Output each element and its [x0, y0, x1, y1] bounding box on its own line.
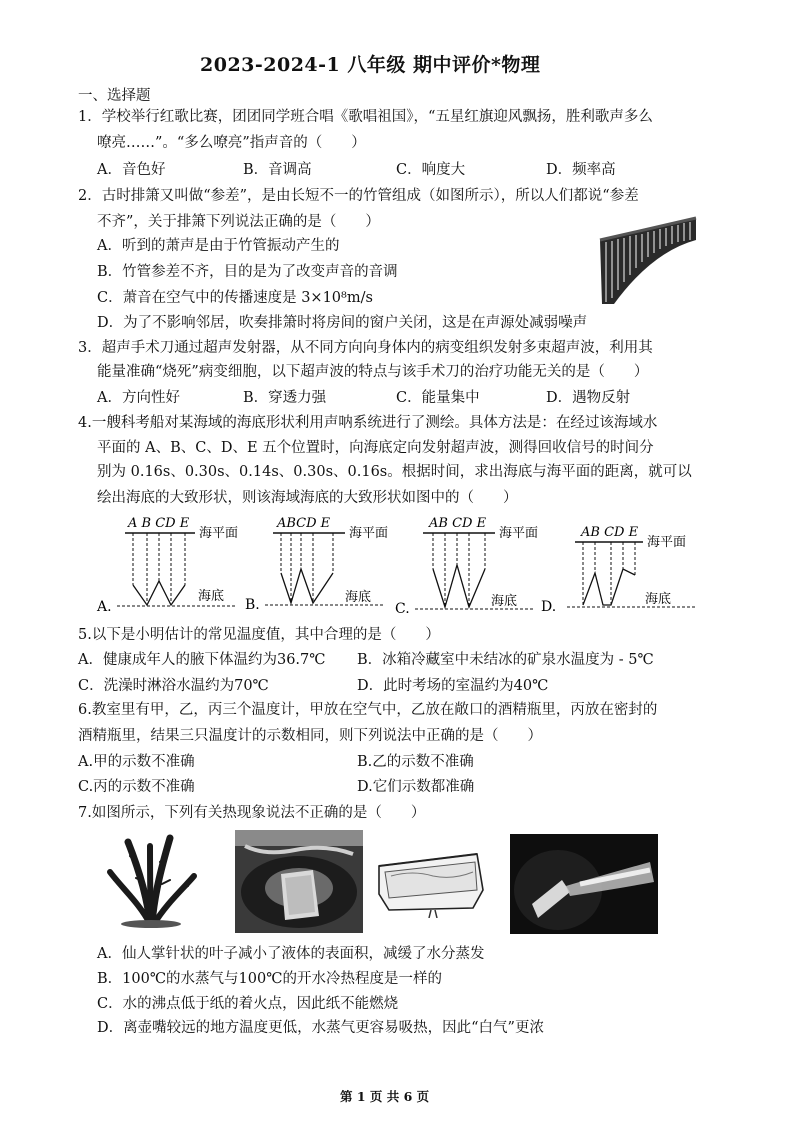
q5-option-c: C．洗澡时淋浴水温约为70℃: [78, 678, 269, 694]
panel-a-sea-surface: 海平面: [199, 526, 239, 541]
q7-stem: 7.如图所示，下列有关热现象说法不正确的是（ ）: [78, 805, 426, 821]
q4-stem-line-3: 别为 0.16s、0.30s、0.14s、0.30s、0.16s。根据时间，求出海底与海平面的距离，就可以: [97, 464, 692, 480]
q2-stem-line-2: 不齐”，关于排箫下列说法正确的是（ ）: [97, 214, 380, 230]
q2-option-c: C．萧音在空气中的传播速度是 3×10⁸m/s: [97, 290, 373, 306]
boiling-pot-image: [235, 830, 363, 933]
q6-stem-line-1: 6.教室里有甲，乙，丙三个温度计，甲放在空气中，乙放在敞口的酒精瓶里，丙放在密封的: [78, 702, 658, 718]
q1-option-d: D．频率高: [546, 162, 616, 178]
q1-option-a: A．音色好: [97, 162, 166, 178]
panel-b-letters: ABCD E: [277, 516, 331, 531]
q5-option-a: A．健康成年人的腋下体温约为36.7℃: [78, 652, 326, 668]
q2-option-b: B．竹管参差不齐，目的是为了改变声音的音调: [97, 264, 398, 280]
q7-option-b: B．100℃的水蒸气与100℃的开水冷热程度是一样的: [97, 971, 442, 987]
q3-option-c: C．能量集中: [396, 390, 480, 406]
q6-stem-line-2: 酒精瓶里，结果三只温度计的示数相同，则下列说法中正确的是（ ）: [78, 728, 542, 744]
panel-d-sea-surface: 海平面: [647, 535, 687, 550]
panel-c-option: C.: [395, 601, 410, 617]
q2-stem-line-1: 2．古时排箫又叫做“参差”，是由长短不一的竹管组成（如图所示），所以人们都说“参差: [78, 188, 639, 204]
panel-b-sea-surface: 海平面: [349, 526, 389, 541]
sonar-panel-c: [395, 516, 538, 617]
q1-option-b: B．音调高: [243, 162, 312, 178]
panel-b-option: B.: [245, 597, 260, 613]
q5-option-b: B．冰箱冷藏室中未结冰的矿泉水温度为 - 5℃: [357, 652, 654, 668]
cactus-image: [100, 832, 202, 930]
panel-c-sea-surface: 海平面: [499, 526, 539, 541]
q4-stem-line-1: 4.一艘科考船对某海域的海底形状利用声呐系统进行了测绘。具体方法是：在经过该海域水: [78, 415, 658, 431]
panel-d-sea-floor: 海底: [645, 592, 672, 607]
q4-stem-line-2: 平面的 A、B、C、D、E 五个位置时，向海底定向发射超声波，测得回收信号的时间分: [97, 440, 654, 456]
page-title: 2023-2024-1 八年级 期中评价*物理: [200, 54, 541, 76]
q6-option-b: B.乙的示数不准确: [357, 754, 474, 770]
q3-stem-line-2: 能量准确“烧死”病变细胞，以下超声波的特点与该手术刀的治疗功能无关的是（ ）: [97, 364, 649, 380]
panel-a-letters: A B CD E: [128, 516, 190, 531]
q3-option-a: A．方向性好: [97, 390, 180, 406]
q6-option-c: C.丙的示数不准确: [78, 779, 195, 795]
q3-stem-line-1: 3．超声手术刀通过超声发射器，从不同方向向身体内的病变组织发射多束超声波，利用其: [78, 340, 653, 356]
q6-option-d: D.它们示数都准确: [357, 779, 475, 795]
q5-option-d: D．此时考场的室温约为40℃: [357, 678, 549, 694]
panel-a-sea-floor: 海底: [198, 589, 225, 604]
q2-option-d: D．为了不影响邻居，吹奏排箫时将房间的窗户关闭，这是在声源处减弱噪声: [97, 315, 588, 331]
panel-c-letters: AB CD E: [429, 516, 487, 531]
q6-option-a: A.甲的示数不准确: [78, 754, 195, 770]
sonar-panel-b: [245, 516, 388, 613]
section-heading: 一、选择题: [78, 88, 151, 104]
sonar-panel-a: [96, 516, 238, 615]
q3-option-d: D．遇物反射: [546, 390, 631, 406]
panel-a-option: A.: [97, 599, 112, 615]
q7-option-a: A．仙人掌针状的叶子减小了液体的表面积，减缓了水分蒸发: [97, 946, 485, 962]
q7-option-c: C．水的沸点低于纸的着火点，因此纸不能燃烧: [97, 996, 399, 1012]
panel-d-option: D.: [541, 599, 557, 615]
q5-stem: 5.以下是小明估计的常见温度值，其中合理的是（ ）: [78, 627, 440, 643]
panel-d-letters: AB CD E: [581, 525, 639, 540]
q4-stem-line-4: 绘出海底的大致形状，则该海域海底的大致形状如图中的（ ）: [97, 490, 518, 506]
pan-flute-image: [592, 212, 702, 307]
q1-option-c: C．响度大: [396, 162, 466, 178]
kettle-steam-image: [510, 834, 658, 934]
paper-box-image: [373, 846, 488, 918]
q2-option-a: A．听到的萧声是由于竹管振动产生的: [97, 238, 340, 254]
q1-stem-line-1: 1．学校举行红歌比赛，团团同学班合唱《歌唱祖国》，“五星红旗迎风飘扬，胜利歌声多么: [78, 109, 653, 125]
q3-option-b: B．穿透力强: [243, 390, 327, 406]
panel-c-sea-floor: 海底: [491, 594, 518, 609]
q7-option-d: D．离壶嘴较远的地方温度更低，水蒸气更容易吸热，因此“白气”更浓: [97, 1020, 544, 1036]
page-footer: 第 1 页 共 6 页: [340, 1089, 430, 1104]
q1-stem-line-2: 嘹亮……”。“多么嘹亮”指声音的（ ）: [97, 135, 366, 151]
sonar-figure: [95, 513, 705, 618]
panel-b-sea-floor: 海底: [345, 590, 372, 605]
sonar-panel-d: [541, 525, 695, 615]
